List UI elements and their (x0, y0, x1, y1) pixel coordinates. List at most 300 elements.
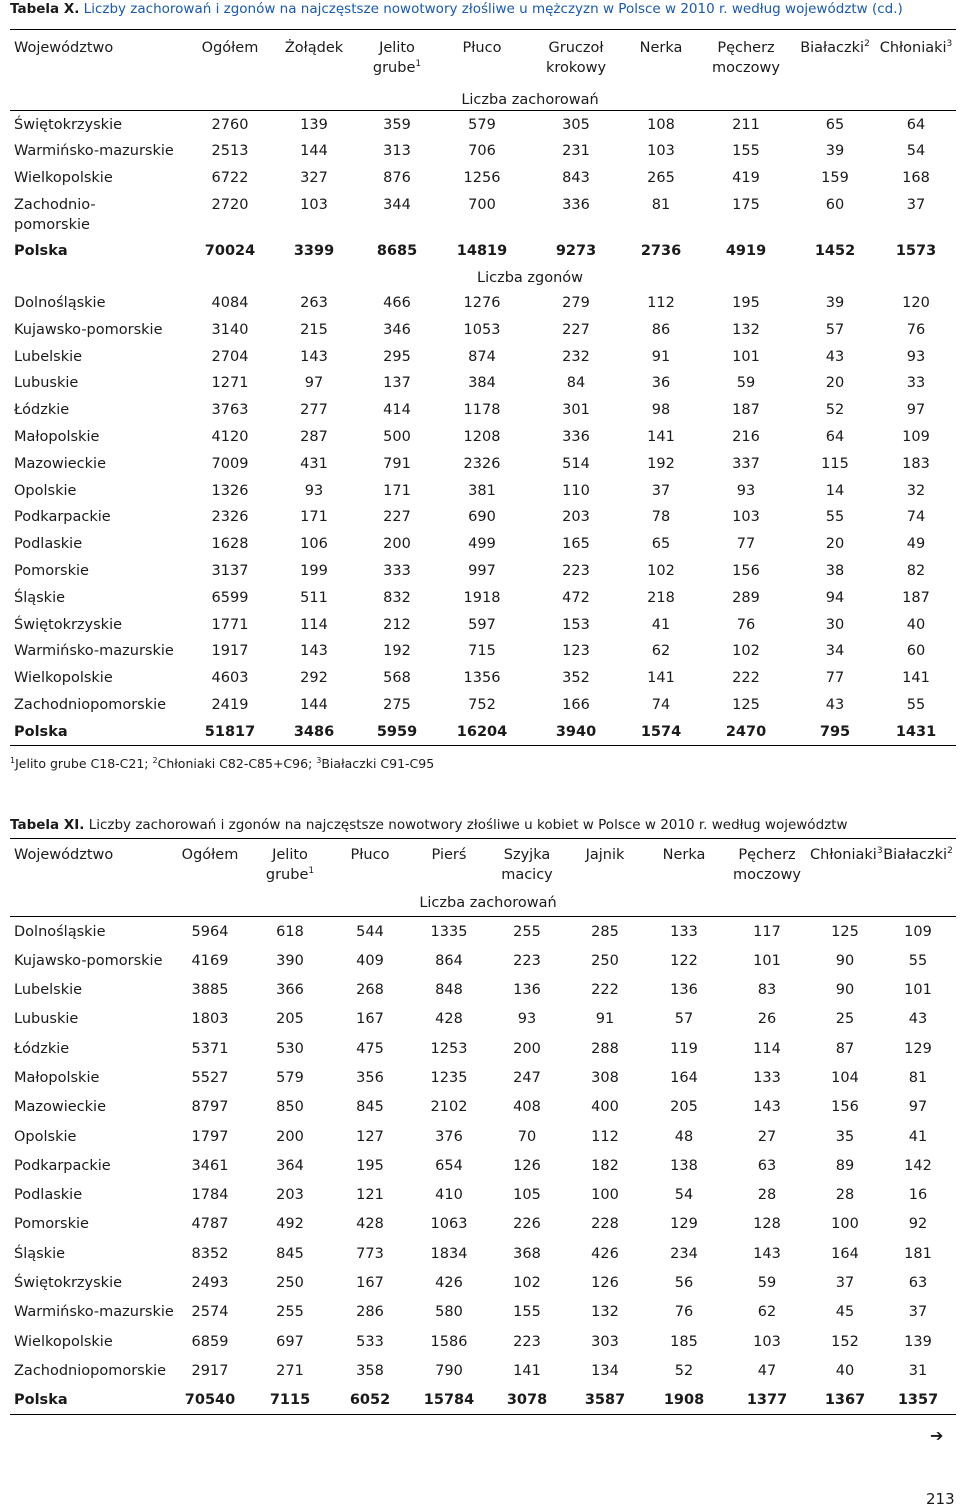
value-cell: 223 (562, 562, 590, 579)
value-cell: 1178 (463, 402, 501, 419)
col-header: Chłoniaki$^3$ (879, 39, 953, 56)
value-cell: 137 (383, 375, 411, 392)
value-cell: 60 (825, 197, 845, 213)
value-cell: 101 (732, 348, 760, 365)
value-cell: 226 (513, 1216, 541, 1233)
value-cell: 143 (753, 1245, 781, 1262)
region-cell: Małopolskie (14, 428, 100, 445)
value-cell: 303 (591, 1333, 619, 1350)
region-cell: Śląskie (14, 589, 66, 606)
value-cell: 419 (732, 170, 760, 186)
value-cell: 200 (383, 536, 411, 553)
value-cell: 3486 (293, 723, 335, 740)
value-cell: 1573 (895, 243, 937, 259)
value-cell: 336 (562, 197, 590, 213)
value-cell: 205 (276, 1011, 304, 1028)
table-row (10, 504, 956, 531)
value-cell: 54 (906, 143, 926, 159)
region-cell: Podlaskie (14, 1187, 83, 1204)
value-cell: 77 (736, 536, 756, 553)
value-cell: 568 (383, 670, 411, 687)
value-cell: 2493 (191, 1275, 229, 1292)
value-cell: 40 (835, 1362, 855, 1379)
value-cell: 752 (468, 696, 496, 713)
value-cell: 41 (908, 1128, 928, 1145)
value-cell: 94 (825, 589, 845, 606)
value-cell: 1377 (746, 1392, 788, 1409)
value-cell: 141 (647, 428, 675, 445)
col-header: Pęcherz moczowy (733, 847, 801, 883)
value-cell: 78 (651, 509, 671, 526)
region-cell: Warmińsko-mazurskie (14, 143, 174, 159)
region-cell: Pomorskie (14, 1216, 89, 1233)
value-cell: 1797 (191, 1128, 229, 1145)
value-cell: 791 (383, 455, 411, 472)
section-row (10, 264, 956, 290)
col-header: Pierś (431, 847, 467, 863)
value-cell: 203 (276, 1187, 304, 1204)
value-cell: 70 (517, 1128, 537, 1145)
table-row (10, 370, 956, 397)
table-row (10, 424, 956, 451)
value-cell: 654 (435, 1157, 463, 1174)
value-cell: 1628 (211, 536, 249, 553)
value-cell: 352 (562, 670, 590, 687)
region-cell: Mazowieckie (14, 455, 107, 472)
value-cell: 100 (591, 1187, 619, 1204)
value-cell: 136 (513, 982, 541, 999)
table-row (10, 290, 956, 317)
value-cell: 511 (300, 589, 328, 606)
table-row (10, 1297, 956, 1326)
value-cell: 715 (468, 643, 496, 660)
value-cell: 200 (276, 1128, 304, 1145)
value-cell: 1276 (463, 295, 501, 311)
value-cell: 126 (513, 1157, 541, 1174)
value-cell: 121 (356, 1187, 384, 1204)
value-cell: 143 (300, 643, 328, 660)
value-cell: 2574 (191, 1304, 229, 1321)
continue-arrow-icon: ➔ (930, 1426, 944, 1445)
table-row (10, 1151, 956, 1180)
value-cell: 144 (300, 143, 328, 159)
value-cell: 313 (383, 143, 411, 159)
table-row (10, 946, 956, 975)
value-cell: 45 (835, 1304, 855, 1321)
table-row (10, 1034, 956, 1063)
value-cell: 2513 (211, 143, 249, 159)
value-cell: 86 (651, 321, 671, 338)
value-cell: 37 (906, 197, 926, 213)
value-cell: 223 (513, 1333, 541, 1350)
region-cell: Zachodniopomorskie (14, 696, 167, 713)
value-cell: 97 (304, 375, 324, 392)
value-cell: 28 (757, 1187, 777, 1204)
value-cell: 7009 (211, 455, 249, 472)
value-cell: 7115 (269, 1392, 311, 1409)
col-header: Gruczoł krokowy (545, 40, 607, 76)
value-cell: 164 (831, 1245, 859, 1262)
region-cell: Polska (14, 1392, 68, 1409)
value-cell: 122 (670, 952, 698, 969)
value-cell: 93 (304, 482, 324, 499)
value-cell: 247 (513, 1069, 541, 1086)
value-cell: 2419 (211, 696, 249, 713)
value-cell: 127 (356, 1128, 384, 1145)
value-cell: 91 (595, 1011, 615, 1028)
value-cell: 4120 (211, 428, 249, 445)
value-cell: 43 (825, 348, 845, 365)
value-cell: 35 (835, 1128, 855, 1145)
value-cell: 70540 (184, 1392, 236, 1409)
region-cell: Świętokrzyskie (14, 616, 123, 633)
value-cell: 156 (732, 562, 760, 579)
value-cell: 14819 (456, 243, 508, 259)
region-cell: Warmińsko-mazurskie (14, 643, 174, 660)
table-row (10, 558, 956, 585)
value-cell: 20 (825, 375, 845, 392)
region-cell: Lubelskie (14, 348, 83, 365)
value-cell: 199 (300, 562, 328, 579)
value-cell: 74 (651, 696, 671, 713)
value-cell: 289 (732, 589, 760, 606)
value-cell: 472 (562, 589, 590, 606)
value-cell: 400 (591, 1099, 619, 1116)
value-cell: 1326 (211, 482, 249, 499)
value-cell: 159 (821, 170, 849, 186)
value-cell: 103 (753, 1333, 781, 1350)
value-cell: 175 (732, 197, 760, 213)
value-cell: 60 (906, 643, 926, 660)
value-cell: 76 (906, 321, 926, 338)
value-cell: 20 (825, 536, 845, 553)
value-cell: 795 (819, 723, 851, 740)
value-cell: 500 (383, 428, 411, 445)
table-row (10, 164, 956, 191)
col-header: Płuco (462, 40, 502, 56)
value-cell: 48 (674, 1128, 694, 1145)
value-cell: 83 (757, 982, 777, 999)
value-cell: 195 (356, 1157, 384, 1174)
region-cell: Opolskie (14, 1128, 77, 1145)
value-cell: 2736 (640, 243, 682, 259)
value-cell: 250 (591, 952, 619, 969)
value-cell: 1367 (824, 1392, 866, 1409)
value-cell: 234 (670, 1245, 698, 1262)
value-cell: 76 (674, 1304, 694, 1321)
region-cell: Warmińsko-mazurskie (14, 1304, 174, 1321)
value-cell: 89 (835, 1157, 855, 1174)
region-cell: Dolnośląskie (14, 295, 106, 311)
value-cell: 1803 (191, 1011, 229, 1028)
value-cell: 292 (300, 670, 328, 687)
region-cell: Dolnośląskie (14, 924, 106, 940)
value-cell: 143 (300, 348, 328, 365)
value-cell: 39 (825, 295, 845, 311)
region-cell: Lubuskie (14, 1011, 79, 1028)
value-cell: 700 (468, 197, 496, 213)
value-cell: 134 (591, 1362, 619, 1379)
value-cell: 364 (276, 1157, 304, 1174)
value-cell: 255 (513, 924, 541, 940)
value-cell: 1431 (895, 723, 937, 740)
value-cell: 101 (904, 982, 932, 999)
value-cell: 152 (831, 1333, 859, 1350)
region-cell: Mazowieckie (14, 1099, 107, 1116)
value-cell: 109 (902, 428, 930, 445)
value-cell: 205 (670, 1099, 698, 1116)
value-cell: 133 (670, 924, 698, 940)
value-cell: 223 (513, 952, 541, 969)
value-cell: 37 (908, 1304, 928, 1321)
value-cell: 98 (651, 402, 671, 419)
table-10-header-row (10, 30, 956, 86)
value-cell: 195 (732, 295, 760, 311)
value-cell: 333 (383, 562, 411, 579)
value-cell: 279 (562, 295, 590, 311)
value-cell: 4787 (191, 1216, 229, 1233)
value-cell: 37 (835, 1275, 855, 1292)
value-cell: 141 (902, 670, 930, 687)
value-cell: 1357 (897, 1392, 939, 1409)
value-cell: 1771 (211, 616, 249, 633)
value-cell: 43 (825, 696, 845, 713)
value-cell: 101 (753, 952, 781, 969)
value-cell: 164 (670, 1069, 698, 1086)
value-cell: 167 (356, 1011, 384, 1028)
value-cell: 90 (835, 982, 855, 999)
value-cell: 139 (904, 1333, 932, 1350)
value-cell: 125 (831, 924, 859, 940)
value-cell: 187 (732, 402, 760, 419)
value-cell: 5964 (191, 924, 229, 940)
value-cell: 263 (300, 295, 328, 311)
value-cell: 1356 (463, 670, 501, 687)
col-header: Żołądek (284, 40, 344, 56)
region-cell: Zachodniopomorskie (14, 1362, 167, 1379)
value-cell: 359 (383, 116, 411, 133)
value-cell: 155 (513, 1304, 541, 1321)
value-cell: 618 (276, 924, 304, 940)
col-header: Pęcherz moczowy (712, 40, 780, 76)
value-cell: 3940 (555, 723, 597, 740)
value-cell: 32 (906, 482, 926, 499)
value-cell: 141 (513, 1362, 541, 1379)
value-cell: 49 (906, 536, 926, 553)
value-cell: 5371 (191, 1040, 229, 1057)
value-cell: 40 (906, 616, 926, 633)
value-cell: 97 (908, 1099, 928, 1116)
value-cell: 26 (757, 1011, 777, 1028)
value-cell: 3399 (293, 243, 335, 259)
value-cell: 381 (468, 482, 496, 499)
value-cell: 63 (757, 1157, 777, 1174)
value-cell: 1452 (814, 243, 856, 259)
table-row (10, 1327, 956, 1356)
region-cell: Świętokrzyskie (14, 116, 123, 133)
value-cell: 8797 (191, 1099, 229, 1116)
value-cell: 142 (904, 1157, 932, 1174)
region-cell: Podkarpackie (14, 1157, 111, 1174)
value-cell: 104 (831, 1069, 859, 1086)
col-header: Białaczki$^2$ (883, 846, 953, 863)
value-cell: 285 (591, 924, 619, 940)
value-cell: 2760 (211, 116, 249, 133)
section-spacer (624, 264, 956, 290)
table-row (10, 1063, 956, 1092)
col-header: Płuco (350, 847, 390, 863)
table-row (10, 344, 956, 371)
region-cell: Kujawsko-pomorskie (14, 321, 163, 338)
value-cell: 2720 (211, 197, 249, 213)
value-cell: 108 (647, 116, 675, 133)
value-cell: 168 (902, 170, 930, 186)
table-row (10, 191, 956, 237)
value-cell: 431 (300, 455, 328, 472)
col-header: Nerka (639, 40, 683, 56)
value-cell: 133 (753, 1069, 781, 1086)
region-cell: Lubuskie (14, 375, 79, 392)
region-cell: Łódzkie (14, 402, 70, 419)
value-cell: 3137 (211, 562, 249, 579)
region-cell: Wielkopolskie (14, 670, 113, 687)
value-cell: 52 (825, 402, 845, 419)
region-cell: Śląskie (14, 1245, 66, 1262)
value-cell: 3461 (191, 1157, 229, 1174)
value-cell: 143 (753, 1099, 781, 1116)
value-cell: 105 (513, 1187, 541, 1204)
value-cell: 773 (356, 1245, 384, 1262)
value-cell: 1271 (211, 375, 249, 392)
section-spacer (10, 86, 436, 111)
value-cell: 56 (674, 1275, 694, 1292)
value-cell: 4603 (211, 670, 249, 687)
value-cell: 832 (383, 589, 411, 606)
value-cell: 271 (276, 1362, 304, 1379)
region-cell: Małopolskie (14, 1069, 100, 1086)
value-cell: 368 (513, 1245, 541, 1262)
value-cell: 65 (651, 536, 671, 553)
table-row (10, 1180, 956, 1209)
value-cell: 533 (356, 1333, 384, 1350)
col-header: Chłoniaki$^3$ (810, 846, 883, 863)
value-cell: 428 (435, 1011, 463, 1028)
value-cell: 706 (468, 143, 496, 159)
value-cell: 165 (562, 536, 590, 553)
value-cell: 87 (835, 1040, 855, 1057)
table-row (10, 478, 956, 505)
value-cell: 54 (674, 1187, 694, 1204)
value-cell: 216 (732, 428, 760, 445)
value-cell: 308 (591, 1069, 619, 1086)
value-cell: 3587 (584, 1392, 626, 1409)
value-cell: 183 (902, 455, 930, 472)
value-cell: 250 (276, 1275, 304, 1292)
value-cell: 55 (906, 696, 926, 713)
value-cell: 1834 (430, 1245, 468, 1262)
region-cell: Wielkopolskie (14, 1333, 113, 1350)
value-cell: 103 (647, 143, 675, 159)
col-header: Szyjka macicy (501, 847, 553, 883)
value-cell: 499 (468, 536, 496, 553)
value-cell: 14 (825, 482, 845, 499)
value-cell: 1908 (663, 1392, 705, 1409)
value-cell: 37 (651, 482, 671, 499)
value-cell: 228 (591, 1216, 619, 1233)
value-cell: 358 (356, 1362, 384, 1379)
col-header: Białaczki$^2$ (800, 39, 870, 56)
value-cell: 5527 (191, 1069, 229, 1086)
table-10-caption (10, 0, 903, 18)
value-cell: 16 (908, 1187, 928, 1204)
value-cell: 287 (300, 428, 328, 445)
value-cell: 36 (651, 375, 671, 392)
value-cell: 414 (383, 402, 411, 419)
value-cell: 337 (732, 455, 760, 472)
table-row (10, 585, 956, 612)
value-cell: 874 (468, 348, 496, 365)
value-cell: 6859 (191, 1333, 229, 1350)
table-row (10, 1268, 956, 1297)
value-cell: 255 (276, 1304, 304, 1321)
value-cell: 211 (732, 116, 760, 133)
value-cell: 171 (300, 509, 328, 526)
value-cell: 4169 (191, 952, 229, 969)
value-cell: 265 (647, 170, 675, 186)
value-cell: 102 (513, 1275, 541, 1292)
value-cell: 76 (736, 616, 756, 633)
value-cell: 346 (383, 321, 411, 338)
region-cell: Kujawsko-pomorskie (14, 952, 163, 969)
value-cell: 92 (908, 1216, 928, 1233)
value-cell: 1574 (640, 723, 682, 740)
col-header: Województwo (14, 847, 114, 863)
value-cell: 125 (732, 696, 760, 713)
value-cell: 3885 (191, 982, 229, 999)
value-cell: 2470 (725, 723, 767, 740)
value-cell: 129 (904, 1040, 932, 1057)
value-cell: 100 (831, 1216, 859, 1233)
value-cell: 119 (670, 1040, 698, 1057)
value-cell: 93 (906, 348, 926, 365)
table-row (10, 975, 956, 1004)
table-row (10, 531, 956, 558)
section-row (10, 889, 956, 917)
value-cell: 9273 (555, 243, 597, 259)
value-cell: 426 (591, 1245, 619, 1262)
value-cell: 222 (732, 670, 760, 687)
value-cell: 59 (736, 375, 756, 392)
value-cell: 203 (562, 509, 590, 526)
table-row (10, 1209, 956, 1238)
value-cell: 579 (276, 1069, 304, 1086)
table-11 (10, 838, 956, 1415)
value-cell: 544 (356, 924, 384, 940)
value-cell: 77 (825, 670, 845, 687)
value-cell: 93 (736, 482, 756, 499)
region-cell: Lubelskie (14, 982, 83, 999)
value-cell: 6599 (211, 589, 249, 606)
section-spacer (10, 889, 410, 917)
region-cell: Podlaskie (14, 536, 83, 553)
value-cell: 115 (821, 455, 849, 472)
value-cell: 187 (902, 589, 930, 606)
value-cell: 384 (468, 375, 496, 392)
value-cell: 1917 (211, 643, 249, 660)
value-cell: 850 (276, 1099, 304, 1116)
value-cell: 530 (276, 1040, 304, 1057)
section-spacer (624, 86, 956, 111)
